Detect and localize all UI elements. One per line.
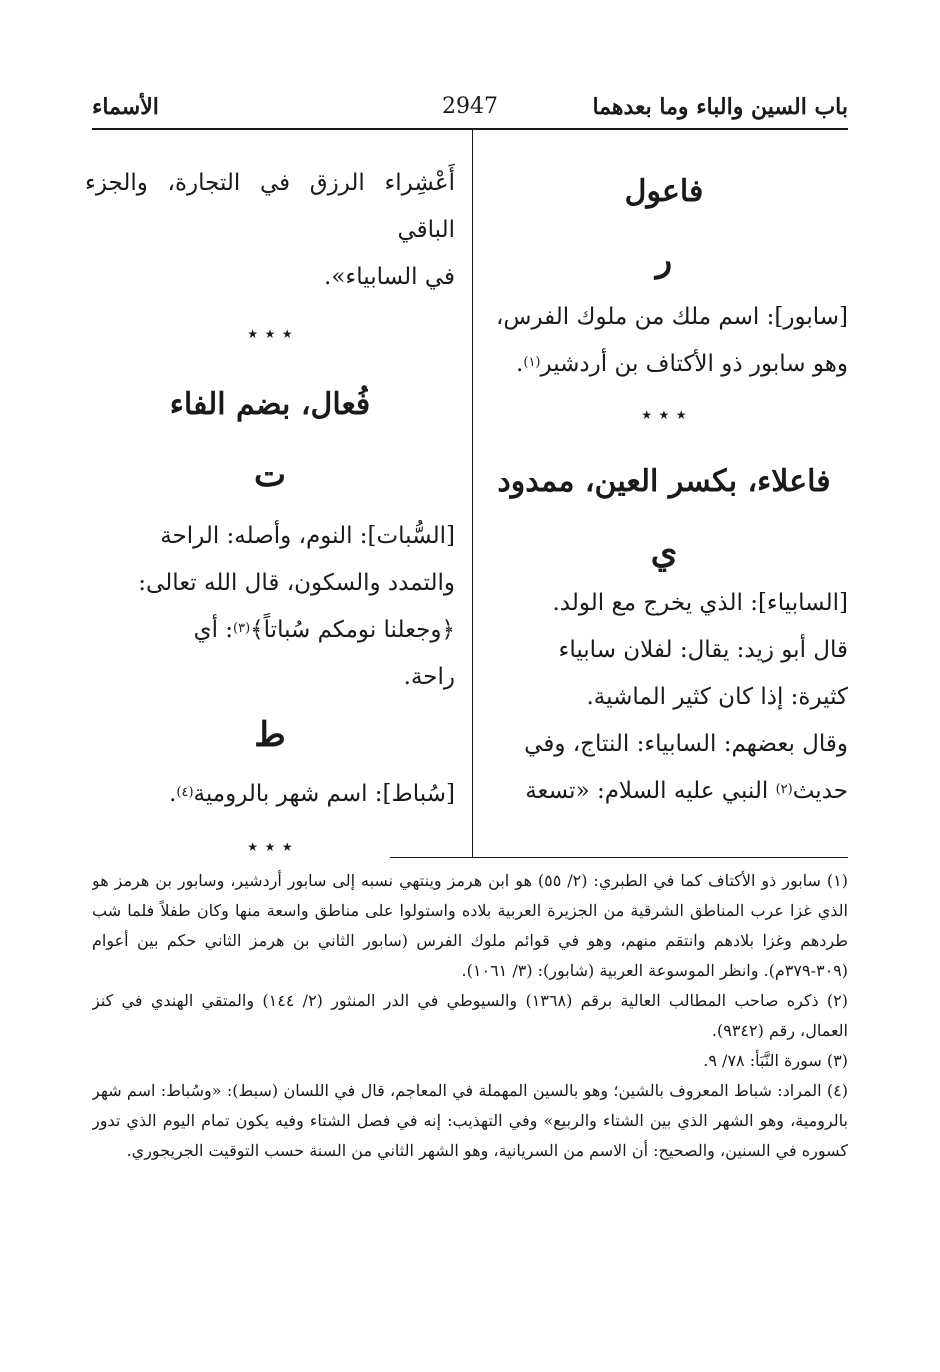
entry-sabiyaa-line2: قال أبو زيد: يقال: لفلان سابياء (558, 637, 848, 663)
letter-heading-ta: ت (253, 455, 286, 495)
left-column (85, 130, 455, 858)
footnote-ref-4: (٤) (176, 785, 194, 800)
footnote-3: (٣) سورة النَّبَأ: ٧٨/ ٩. (703, 1051, 848, 1070)
entry-subaat2: [سُباط]: اسم شهر بالرومية$^{(٤)}$. (169, 781, 455, 807)
footnote-1: (١) سابور ذو الأكتاف كما في الطبري: (٢/ ٥٥) هو ابن هرمز وينتهي نسبه إلى سابور أردشير، وسابور بن هرمز هو الذي غزا عرب المناطق الشرقية من الجزيرة العربية بلاده واستولوا على مناطق واسعة منها وكان طفلاً فلما شب طردهم وغزا بلادهم وانتقم منهم، وهو في قوائم ملوك الفرس (سابور الثاني بن هرمز الثاني حكم بين أعوام (٣٠٩-٣٧٩م). وانظر الموسوعة العربية (شابور): (٣/ ١٠٦١). (92, 871, 848, 980)
entry-subaat-line1: [السُّبات]: النوم، وأصله: الراحة (160, 523, 455, 549)
heading-failaa: فاعلاء، بكسر العين، ممدود (497, 464, 831, 499)
heading-fuaal: فُعال، بضم الفاء (169, 387, 371, 422)
entry-sabiyaa-line3: كثيرة: إذا كان كثير الماشية. (586, 684, 848, 710)
footnote-ref-3: (٣) (233, 621, 251, 636)
footnote-2: (٢) ذكره صاحب المطالب العالية برقم (١٣٦٨) والسيوطي في الدر المنثور (٢/ ١٤٤) والمتقي الهندي في كنز العمال، رقم (٩٣٤٢). (92, 991, 848, 1040)
letter-heading-ra: ر (655, 240, 673, 280)
continuation-line1: أَعْشِراء الرزق في التجارة، والجزء الباقي (85, 170, 455, 243)
section-separator: ٭ ٭ ٭ (247, 834, 293, 858)
footnote-rule (390, 857, 848, 858)
section-separator: ٭ ٭ ٭ (247, 321, 293, 345)
entry-sabur-line1: [سابور]: اسم ملك من ملوك الفرس، (495, 304, 848, 330)
entry-subaat-line4: راحة. (403, 664, 455, 690)
letter-heading-taa: ط (254, 715, 286, 755)
section-separator: ٭ ٭ ٭ (641, 402, 687, 426)
entry-subaat-line3: ﴿وجعلنا نومكم سُباتاً﴾$^{(٣)}$: أي (193, 617, 455, 643)
footnote-ref-1: (١) (523, 355, 541, 370)
footnote-4: (٤) المراد: شباط المعروف بالشين؛ وهو بالسين المهملة في المعاجم، قال في اللسان (سبط): «وسُباط: اسم شهر بالرومية، وهو الشهر الذي بين الشتاء والربيع» وفي التهذيب: إنه في فصل الشتاء وفيه يكون تمام اليوم الذي تدور كسوره في السنين، والصحيح: أن الاسم من السريانية، وهو الشهر الثاني من السنة حسب التوقيت الجريجوري. (92, 1081, 848, 1160)
entry-subaat-line2: والتمدد والسكون، قال الله تعالى: (138, 570, 455, 596)
letter-heading-ya: ي (650, 532, 678, 572)
continuation-line2: في السابياء». (324, 264, 455, 290)
heading-failun: فاعول (624, 174, 704, 209)
running-head-section: الأسماء (92, 94, 159, 120)
page-number: 2947 (442, 94, 498, 119)
entry-sabur-line2: وهو سابور ذو الأكتاف بن أردشير$^{(١)}$. (516, 351, 848, 377)
entry-sabiyaa-line4: وقال بعضهم: السابياء: النتاج، وفي (524, 731, 848, 757)
column-divider (472, 128, 473, 858)
footnotes (92, 866, 848, 1256)
right-column (480, 130, 848, 858)
entry-sabiyaa-line1: [السابياء]: الذي يخرج مع الولد. (552, 590, 848, 616)
entry-sabiyaa-line5: حديث$^{(٢)}$ النبي عليه السلام: «تسعة (525, 778, 848, 804)
running-head-chapter: باب السين والباء وما بعدهما (592, 94, 848, 120)
footnote-ref-2: (٢) (775, 782, 793, 797)
